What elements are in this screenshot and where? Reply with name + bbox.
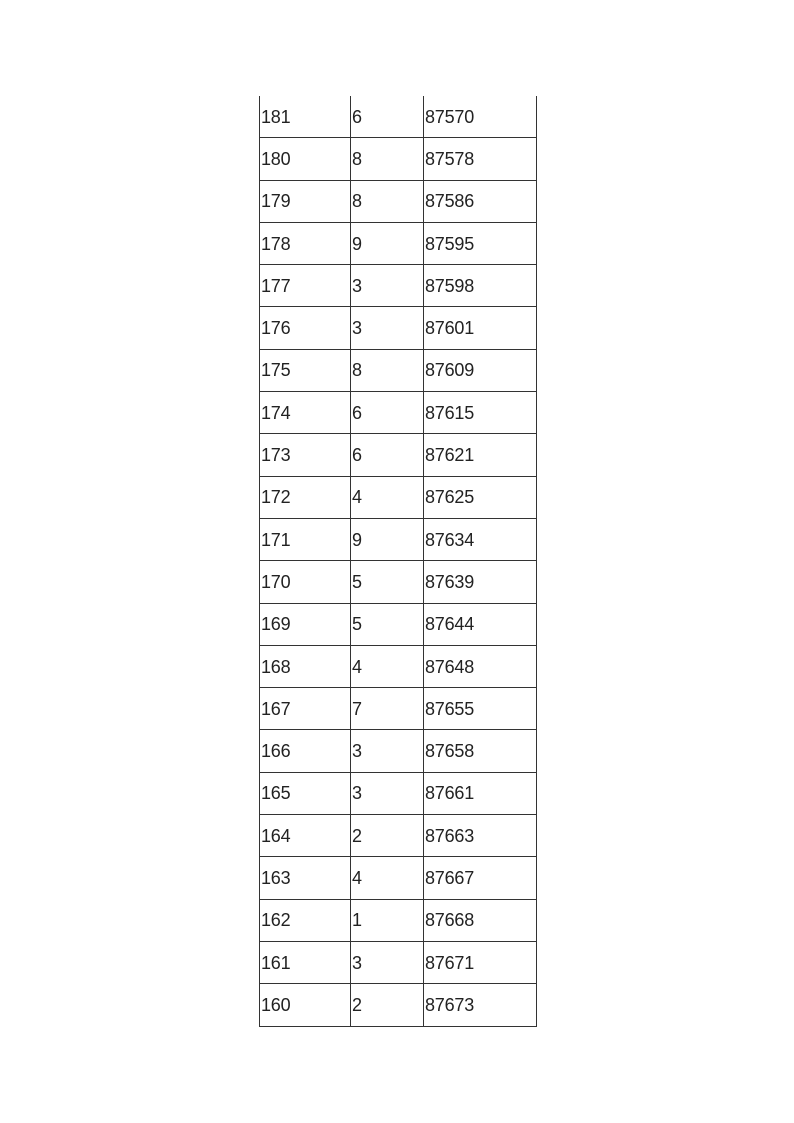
table-cell: 168	[260, 645, 351, 687]
table-cell: 169	[260, 603, 351, 645]
table-cell: 2	[351, 815, 424, 857]
table-cell: 5	[351, 603, 424, 645]
table-cell: 3	[351, 772, 424, 814]
table-cell: 87625	[424, 476, 537, 518]
table-cell: 172	[260, 476, 351, 518]
table-row	[260, 476, 537, 518]
table-row	[260, 96, 537, 138]
table-cell: 87663	[424, 815, 537, 857]
table-cell: 163	[260, 857, 351, 899]
table-row	[260, 857, 537, 899]
table-cell: 161	[260, 941, 351, 983]
table-cell: 4	[351, 857, 424, 899]
table-cell: 3	[351, 265, 424, 307]
table-cell: 179	[260, 180, 351, 222]
table-cell: 4	[351, 645, 424, 687]
table-row	[260, 645, 537, 687]
table-cell: 8	[351, 349, 424, 391]
data-table	[259, 96, 537, 1027]
table-cell: 174	[260, 392, 351, 434]
table-cell: 181	[260, 96, 351, 138]
table-cell: 3	[351, 307, 424, 349]
table-cell: 2	[351, 984, 424, 1026]
table-cell: 178	[260, 222, 351, 264]
table-cell: 87648	[424, 645, 537, 687]
table-cell: 9	[351, 518, 424, 560]
table-row	[260, 518, 537, 560]
table-cell: 5	[351, 561, 424, 603]
table-cell: 170	[260, 561, 351, 603]
table-cell: 87578	[424, 138, 537, 180]
table-cell: 177	[260, 265, 351, 307]
table-cell: 160	[260, 984, 351, 1026]
table-cell: 87658	[424, 730, 537, 772]
table-cell: 4	[351, 476, 424, 518]
table-cell: 3	[351, 730, 424, 772]
table-cell: 87671	[424, 941, 537, 983]
table-cell: 87586	[424, 180, 537, 222]
table-row	[260, 349, 537, 391]
table-cell: 6	[351, 434, 424, 476]
table-cell: 87661	[424, 772, 537, 814]
table-cell: 87667	[424, 857, 537, 899]
table-row	[260, 265, 537, 307]
table-cell: 166	[260, 730, 351, 772]
table-cell: 87644	[424, 603, 537, 645]
table-row	[260, 688, 537, 730]
table-cell: 8	[351, 180, 424, 222]
table-cell: 8	[351, 138, 424, 180]
table-row	[260, 899, 537, 941]
table-cell: 7	[351, 688, 424, 730]
table-row	[260, 730, 537, 772]
table-cell: 165	[260, 772, 351, 814]
table-cell: 9	[351, 222, 424, 264]
table-cell: 87598	[424, 265, 537, 307]
table-cell: 167	[260, 688, 351, 730]
table-row	[260, 138, 537, 180]
table-row	[260, 772, 537, 814]
table-row	[260, 561, 537, 603]
table-cell: 87621	[424, 434, 537, 476]
table-body	[260, 96, 537, 1026]
table-cell: 164	[260, 815, 351, 857]
table-row	[260, 941, 537, 983]
table-row	[260, 815, 537, 857]
table-cell: 87668	[424, 899, 537, 941]
table-cell: 180	[260, 138, 351, 180]
table-row	[260, 984, 537, 1026]
table-row	[260, 392, 537, 434]
table-cell: 87639	[424, 561, 537, 603]
table-row	[260, 603, 537, 645]
table-cell: 87655	[424, 688, 537, 730]
table-cell: 6	[351, 392, 424, 434]
table-cell: 87601	[424, 307, 537, 349]
table-cell: 3	[351, 941, 424, 983]
table-cell: 173	[260, 434, 351, 476]
table-cell: 87615	[424, 392, 537, 434]
table-cell: 162	[260, 899, 351, 941]
table-cell: 87570	[424, 96, 537, 138]
table-cell: 87595	[424, 222, 537, 264]
table-row	[260, 180, 537, 222]
table-cell: 171	[260, 518, 351, 560]
table-cell: 1	[351, 899, 424, 941]
table-row	[260, 222, 537, 264]
table-cell: 87609	[424, 349, 537, 391]
table-row	[260, 307, 537, 349]
table-cell: 176	[260, 307, 351, 349]
table-cell: 87634	[424, 518, 537, 560]
table-cell: 87673	[424, 984, 537, 1026]
table-cell: 6	[351, 96, 424, 138]
table-cell: 175	[260, 349, 351, 391]
table-row	[260, 434, 537, 476]
